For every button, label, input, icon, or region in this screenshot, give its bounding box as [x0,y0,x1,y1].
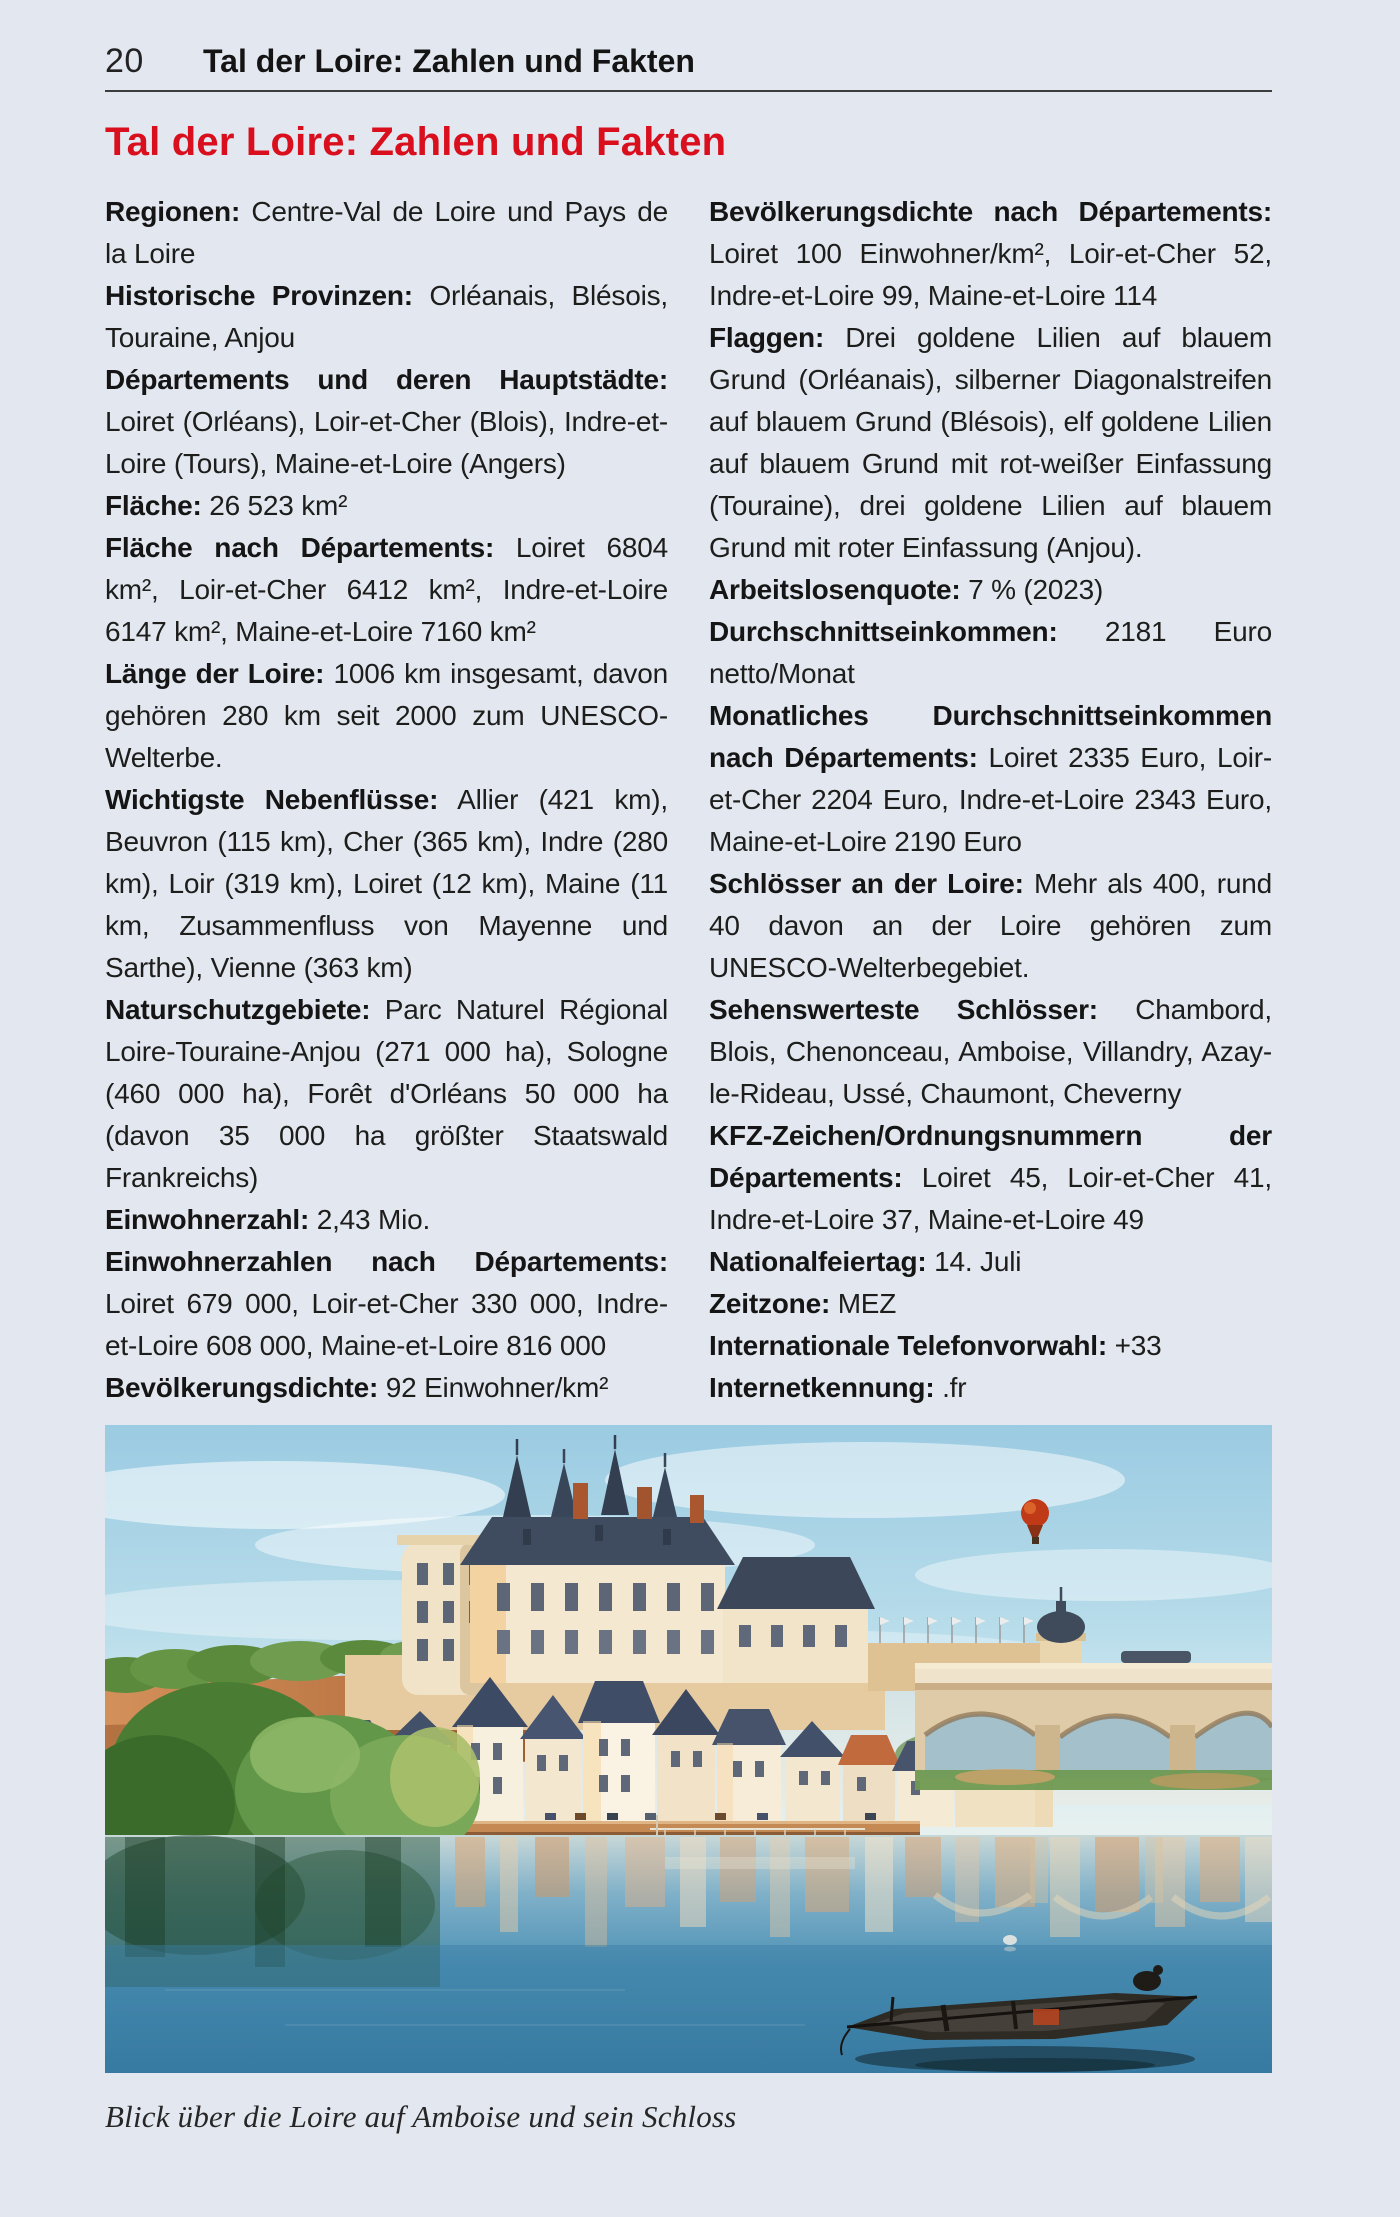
fact-entry [709,989,1272,1115]
fact-label: Länge der Loire: [105,658,325,689]
river-water [105,1835,1272,2073]
photo-figure [105,1425,1272,2135]
fact-entry [709,695,1272,863]
fact-value: Loiret 679 000, Loir-et-Cher 330 000, Indre-et-Loire 608 000, Maine-et-Loire 816 000 [105,1288,668,1361]
fact-entry [105,275,668,359]
water-bird [1003,1935,1017,1952]
fact-label: Internationale Telefonvorwahl: [709,1330,1107,1361]
fact-value: MEZ [837,1288,897,1319]
fact-label: Nationalfeiertag: [709,1246,927,1277]
fact-value: 26 523 km² [209,490,348,521]
fact-entry [709,317,1272,569]
fact-value: 2,43 Mio. [316,1204,431,1235]
fact-label: Naturschutzgebiete: [105,994,371,1025]
fact-value: +33 [1114,1330,1162,1361]
fact-value: Mehr als 400, rund 40 davon an der Loire gehören zum UNESCO-Welterbegebiet. [709,868,1272,983]
fact-value: 1006 km insgesamt, davon gehören 280 km seit 2000 zum UNESCO-Welterbe. [105,658,668,773]
fact-value: Centre-Val de Loire und Pays de la Loire [105,196,668,269]
fact-entry [105,989,668,1199]
fact-label: Flaggen: [709,322,825,353]
fact-entry [709,863,1272,989]
fact-value: 7 % (2023) [968,574,1104,605]
fact-value: Loiret 6804 km², Loir-et-Cher 6412 km², Indre-et-Loire 6147 km², Maine-et-Loire 7160 km² [105,532,668,647]
fact-label: Sehenswerteste Schlösser: [709,994,1098,1025]
fact-entry [709,569,1272,611]
fact-entry [709,1325,1272,1367]
fact-entry [709,191,1272,317]
fact-entry [105,359,668,485]
fact-label: Départements und deren Hauptstädte: [105,364,668,395]
fact-value: Drei goldene Lilien auf blauem Grund (Orléanais), silberner Diagonalstreifen auf blauem Grund (Blésois), elf goldene Lilien auf blauem Grund mit rot-weißer Einfassung (Touraine), drei goldene Lilien auf blauem Grund mit roter Einfassung (Anjou). [709,322,1272,563]
photo-caption: Blick über die Loire auf Amboise und sein Schloss [105,2099,737,2134]
stone-bridge [915,1663,1272,1790]
fact-label: Regionen: [105,196,241,227]
fact-entry [709,1283,1272,1325]
fact-label: Fläche nach Départements: [105,532,495,563]
facts-column-right [709,191,1272,1409]
fact-value: Orléanais, Blésois, Touraine, Anjou [105,280,668,353]
fact-label: Einwohnerzahl: [105,1204,310,1235]
fact-label: Internetkennung: [709,1372,935,1403]
fact-entry [105,1367,668,1409]
loire-photo-illustration [105,1425,1272,2073]
fact-label: Durchschnittseinkommen: [709,616,1058,647]
page-title: Tal der Loire: Zahlen und Fakten [105,120,727,164]
fact-entry [709,611,1272,695]
running-title: Tal der Loire: Zahlen und Fakten [203,43,695,79]
fact-label: Historische Provinzen: [105,280,413,311]
fact-entry [105,527,668,653]
fact-value: Loiret 2335 Euro, Loir-et-Cher 2204 Euro, Indre-et-Loire 2343 Euro, Maine-et-Loire 2190 Euro [709,742,1272,857]
fact-label: Monatliches Durchschnittseinkommen nach Départements: [709,700,1272,773]
facts-column-left [105,191,668,1409]
page-number: 20 [105,42,144,80]
fact-value: 92 Einwohner/km² [385,1372,609,1403]
fact-label: Bevölkerungsdichte nach Départements: [709,196,1272,227]
fact-label: Arbeitslosenquote: [709,574,961,605]
fact-value: Loiret (Orléans), Loir-et-Cher (Blois), Indre-et-Loire (Tours), Maine-et-Loire (Angers) [105,406,668,479]
fact-label: Fläche: [105,490,202,521]
fact-entry [709,1115,1272,1241]
fact-entry [105,1199,668,1241]
fact-label: Wichtigste Nebenflüsse: [105,784,439,815]
fact-entry [709,1367,1272,1409]
facts-columns [105,191,1272,1409]
fact-entry [105,779,668,989]
fact-value: .fr [942,1372,967,1403]
fact-label: KFZ-Zeichen/Ordnungsnummern der Départements: [709,1120,1272,1193]
page-header [105,42,1272,92]
fact-value: Loiret 45, Loir-et-Cher 41, Indre-et-Loire 37, Maine-et-Loire 49 [709,1162,1272,1235]
fact-label: Schlösser an der Loire: [709,868,1024,899]
fact-entry [105,653,668,779]
fact-value: Chambord, Blois, Chenonceau, Amboise, Villandry, Azay-le-Rideau, Ussé, Chaumont, Cheverny [709,994,1272,1109]
fact-value: 2181 Euro netto/Monat [709,616,1272,689]
fact-value: 14. Juli [934,1246,1022,1277]
fact-value: Loiret 100 Einwohner/km², Loir-et-Cher 52, Indre-et-Loire 99, Maine-et-Loire 114 [709,238,1272,311]
fact-label: Einwohnerzahlen nach Départements: [105,1246,668,1277]
fact-entry [105,1241,668,1367]
fact-value: Parc Naturel Régional Loire-Touraine-Anjou (271 000 ha), Sologne (460 000 ha), Forêt d'Orléans 50 000 ha (davon 35 000 ha größter Staatswald Frankreichs) [105,994,668,1193]
fact-entry [709,1241,1272,1283]
fact-value: Allier (421 km), Beuvron (115 km), Cher (365 km), Indre (280 km), Loir (319 km), Loiret (12 km), Maine (11 km, Zusammenfluss von Mayenne und Sarthe), Vienne (363 km) [105,784,669,983]
fact-label: Bevölkerungsdichte: [105,1372,379,1403]
fact-entry [105,485,668,527]
fact-entry [105,191,668,275]
fact-label: Zeitzone: [709,1288,831,1319]
